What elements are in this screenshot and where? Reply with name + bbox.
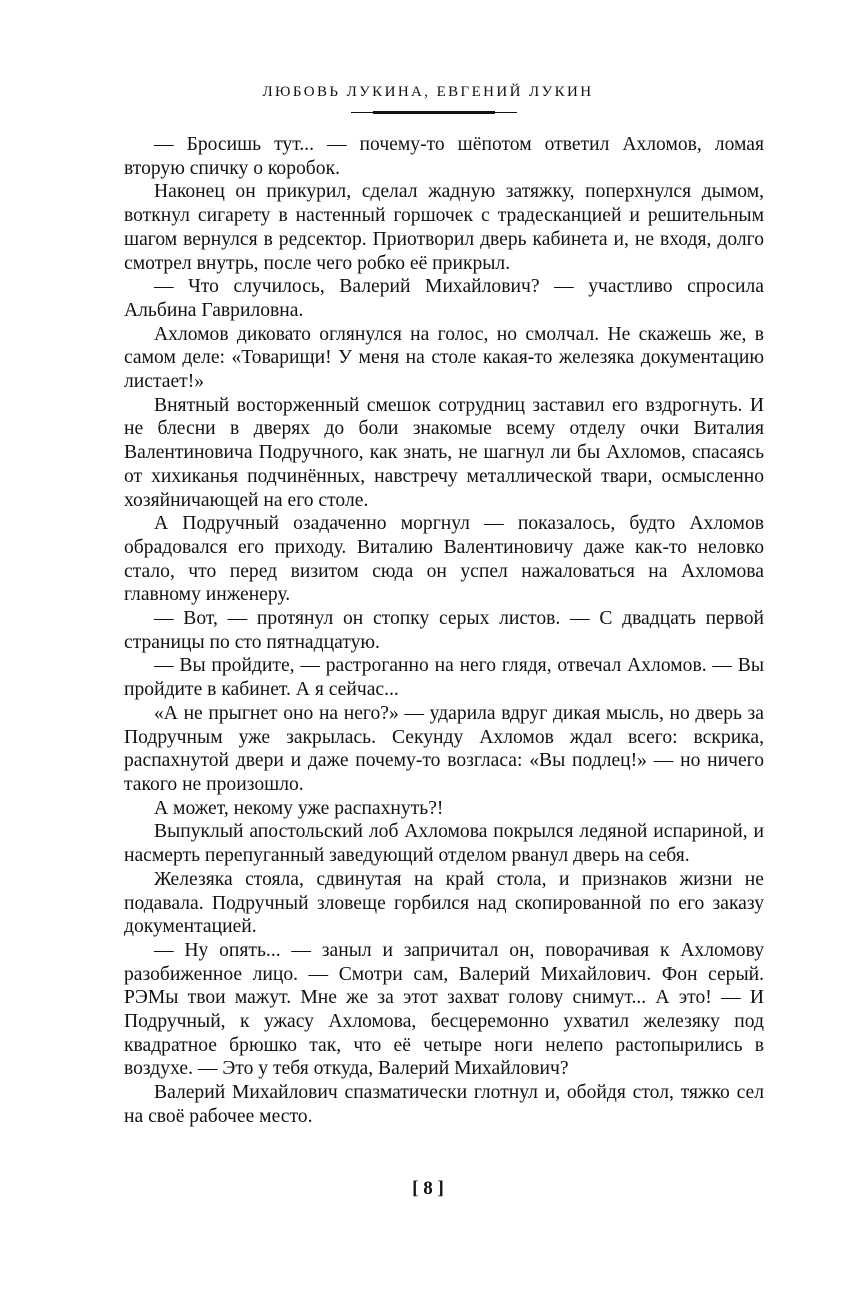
paragraph: — Что случилось, Валерий Михайлович? — участливо спросила Альбина Гавриловна. [124,276,764,321]
paragraph: Внятный восторженный смешок сотрудниц заставил его вздрогнуть. И не блесни в дверях до боли знакомые всему отделу очки Виталия Валентиновича Подручного, как знать, не шагнул ли бы Ахломов, спасаясь от хихиканья подчинённых, навстречу металлической твари, осмысленно хозяйничающей на его столе. [124,394,764,511]
paragraph: — Бросишь тут... — почему-то шёпотом ответил Ахломов, ломая вторую спичку о коробок. [124,134,764,179]
body-text [124,133,764,1129]
header-rule [373,111,495,114]
paragraph: Железяка стояла, сдвинутая на край стола, и признаков жизни не подавала. Подручный зловеще горбился над скопированной по его заказу документацией. [124,868,764,938]
paragraph: Валерий Михайлович спазматически глотнул и, обойдя стол, тяжко сел на своё рабочее место. [124,1082,764,1127]
paragraph: Ахломов диковато оглянулся на голос, но смолчал. Не скажешь же, в самом деле: «Товарищи! У меня на столе какая-то железяка документацию листает!» [124,323,764,393]
paragraph: Выпуклый апостольский лоб Ахломова покрылся ледяной испариной, и насмерть перепуганный заведующий отделом рванул дверь на себя. [124,821,764,867]
paragraph: Наконец он прикурил, сделал жадную затяжку, поперхнулся дымом, воткнул сигарету в настенный горшочек с традесканцией и решительным шагом вернулся в редсектор. Приотворил дверь кабинета и, не входя, долго смотрел внутрь, после чего робко её прикрыл. [124,181,764,274]
page-number: [ 8 ] [412,1178,444,1199]
paragraph: «А не прыгнет оно на него?» — ударила вдруг дикая мысль, но дверь за Подручным уже закрылась. Секунду Ахломов ждал всего: вскрика, распахнутой двери и даже почему-то возгласа: «Вы подлец!» — но ничего такого не произошло. [124,702,764,795]
paragraph: А Подручный озадаченно моргнул — показалось, будто Ахломов обрадовался его приходу. Виталию Валентиновичу даже как-то неловко стало, что перед визитом сюда он успел нажаловаться на Ахломова главному инженеру. [124,513,764,606]
paragraph: — Вы пройдите, — растроганно на него глядя, отвечал Ахломов. — Вы пройдите в кабинет. А я сейчас... [124,655,764,701]
paragraph: — Ну опять... — заныл и запричитал он, поворачивая к Ахломову разобиженное лицо. — Смотри сам, Валерий Михайлович. Фон серый. РЭМы твои мажут. Мне же за этот захват голову снимут... А это! — И Подручный, к ужасу Ахломова, бесцеремонно ухватил железяку под квадратное брюшко так, что её четыре ноги нелепо растопырились в воздухе. — Это у тебя откуда, Валерий Михайлович? [124,939,764,1080]
running-title: ЛЮБОВЬ ЛУКИНА, ЕВГЕНИЙ ЛУКИН [262,84,594,100]
paragraph: — Вот, — протянул он стопку серых листов. — С двадцать первой страницы по сто пятнадцатую. [124,608,764,653]
paragraph: А может, некому уже распахнуть?! [154,797,444,819]
